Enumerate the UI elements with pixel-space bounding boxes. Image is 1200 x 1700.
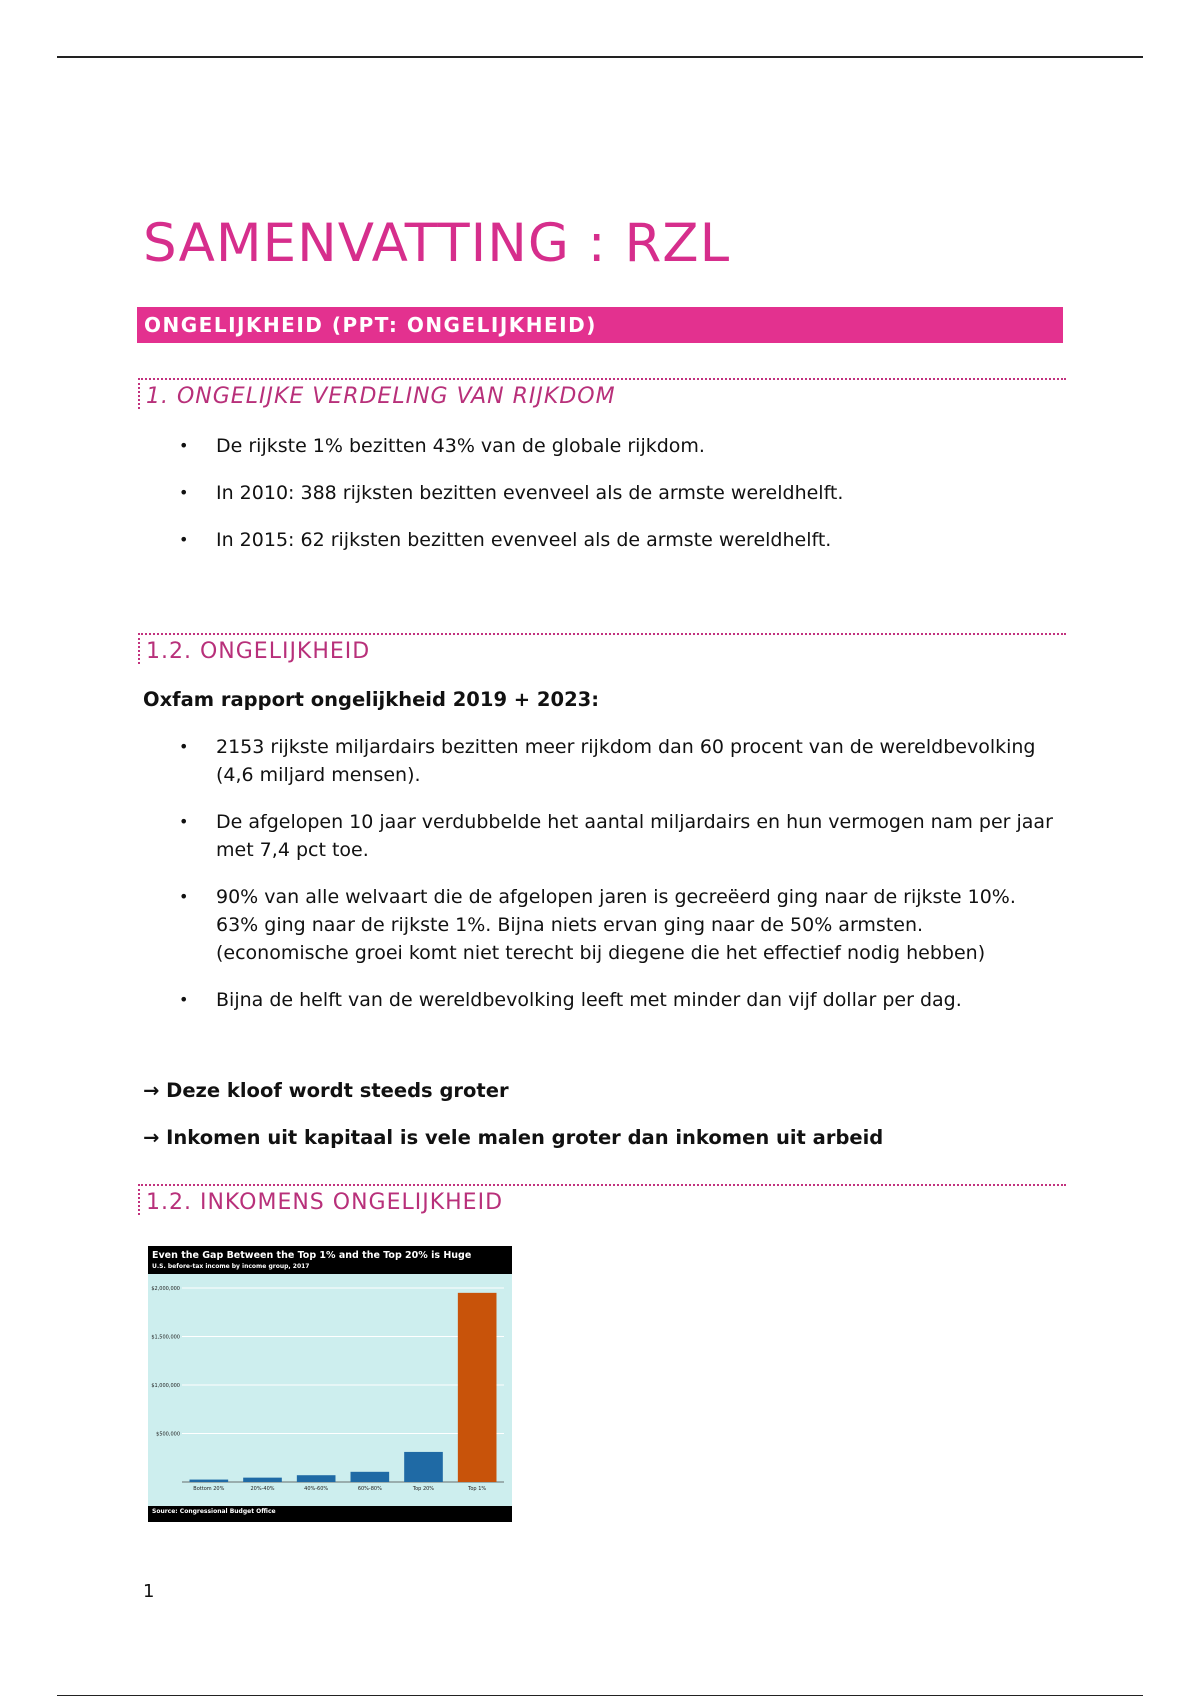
list-item: • In 2015: 62 rijksten bezitten evenveel als de armste wereldhelft.: [175, 526, 1055, 554]
conclusion-gap-growing: → Deze kloof wordt steeds groter: [143, 1079, 509, 1102]
bullet-icon: •: [179, 530, 189, 549]
oxfam-subheading: Oxfam rapport ongelijkheid 2019 + 2023:: [143, 688, 600, 711]
bullet-icon: •: [179, 887, 189, 906]
chapter-heading: ONGELIJKHEID (PPT: ONGELIJKHEID): [137, 307, 1063, 343]
bullet-icon: •: [179, 737, 189, 756]
bullet-icon: •: [179, 990, 189, 1009]
x-tick-label: 40%-60%: [304, 1486, 329, 1492]
chart-source: Source: Congressional Budget Office: [152, 1508, 276, 1515]
conclusion-capital-income: → Inkomen uit kapitaal is vele malen groter dan inkomen uit arbeid: [143, 1126, 884, 1149]
section-heading-1: 1. ONGELIJKE VERDELING VAN RIJKDOM: [138, 378, 1066, 409]
chart-subtitle: U.S. before-tax income by income group, 2017: [152, 1263, 310, 1270]
y-tick-label: $1,500,000: [151, 1334, 180, 1341]
chart-plot-area: [148, 1274, 512, 1506]
bar-60-80-: [351, 1472, 390, 1482]
bar-top-20-: [404, 1452, 443, 1482]
income-bar-chart: [148, 1246, 512, 1522]
y-tick-label: $1,000,000: [151, 1383, 180, 1389]
bullet-icon: •: [179, 812, 189, 831]
footer-rule: [57, 1695, 1143, 1696]
y-tick-label: $500,000: [156, 1431, 180, 1438]
section-heading-3: 1.2. INKOMENS ONGELIJKHEID: [138, 1184, 1066, 1215]
document-title: SAMENVATTING : RZL: [143, 213, 731, 274]
bar-bottom-20-: [190, 1480, 229, 1482]
list-item: • De rijkste 1% bezitten 43% van de globale rijkdom.: [175, 432, 1055, 460]
bullet-icon: •: [179, 436, 189, 455]
x-tick-label: 60%-80%: [357, 1486, 382, 1492]
list-item: • In 2010: 388 rijksten bezitten evenveel als de armste wereldhelft.: [175, 479, 1055, 507]
section1-bullet-list: [175, 432, 1055, 554]
section-heading-2: 1.2. ONGELIJKHEID: [138, 633, 1066, 664]
x-tick-label: Top 1%: [468, 1486, 487, 1492]
list-item: • 90% van alle welvaart die de afgelopen jaren is gecreëerd ging naar de rijkste 10%. 63% ging naar de rijkste 1%. Bijna niets ervan ging naar de 50% armsten. (economische groei komt niet terecht bij diegene die het effectief nodig hebben): [175, 883, 1055, 967]
header-rule: [57, 56, 1143, 58]
bar-40-60-: [297, 1475, 336, 1482]
bar-top-1-: [458, 1293, 497, 1482]
list-item: • 2153 rijkste miljardairs bezitten meer rijkdom dan 60 procent van de wereldbevolking (4,6 miljard mensen).: [175, 733, 1055, 789]
y-tick-label: $2,000,000: [151, 1286, 180, 1292]
x-tick-label: Top 20%: [412, 1486, 435, 1492]
list-item: • Bijna de helft van de wereldbevolking leeft met minder dan vijf dollar per dag.: [175, 986, 1055, 1014]
x-tick-label: Bottom 20%: [193, 1486, 225, 1492]
chart-title: Even the Gap Between the Top 1% and the Top 20% is Huge: [152, 1250, 472, 1261]
bar-20-40-: [243, 1478, 282, 1482]
list-item: • De afgelopen 10 jaar verdubbelde het aantal miljardairs en hun vermogen nam per jaar met 7,4 pct toe.: [175, 808, 1055, 864]
section2-bullet-list: [175, 733, 1055, 1014]
page-number: 1: [143, 1581, 155, 1602]
x-tick-label: 20%-40%: [250, 1486, 275, 1492]
chart-background: [148, 1274, 512, 1506]
bullet-icon: •: [179, 483, 189, 502]
